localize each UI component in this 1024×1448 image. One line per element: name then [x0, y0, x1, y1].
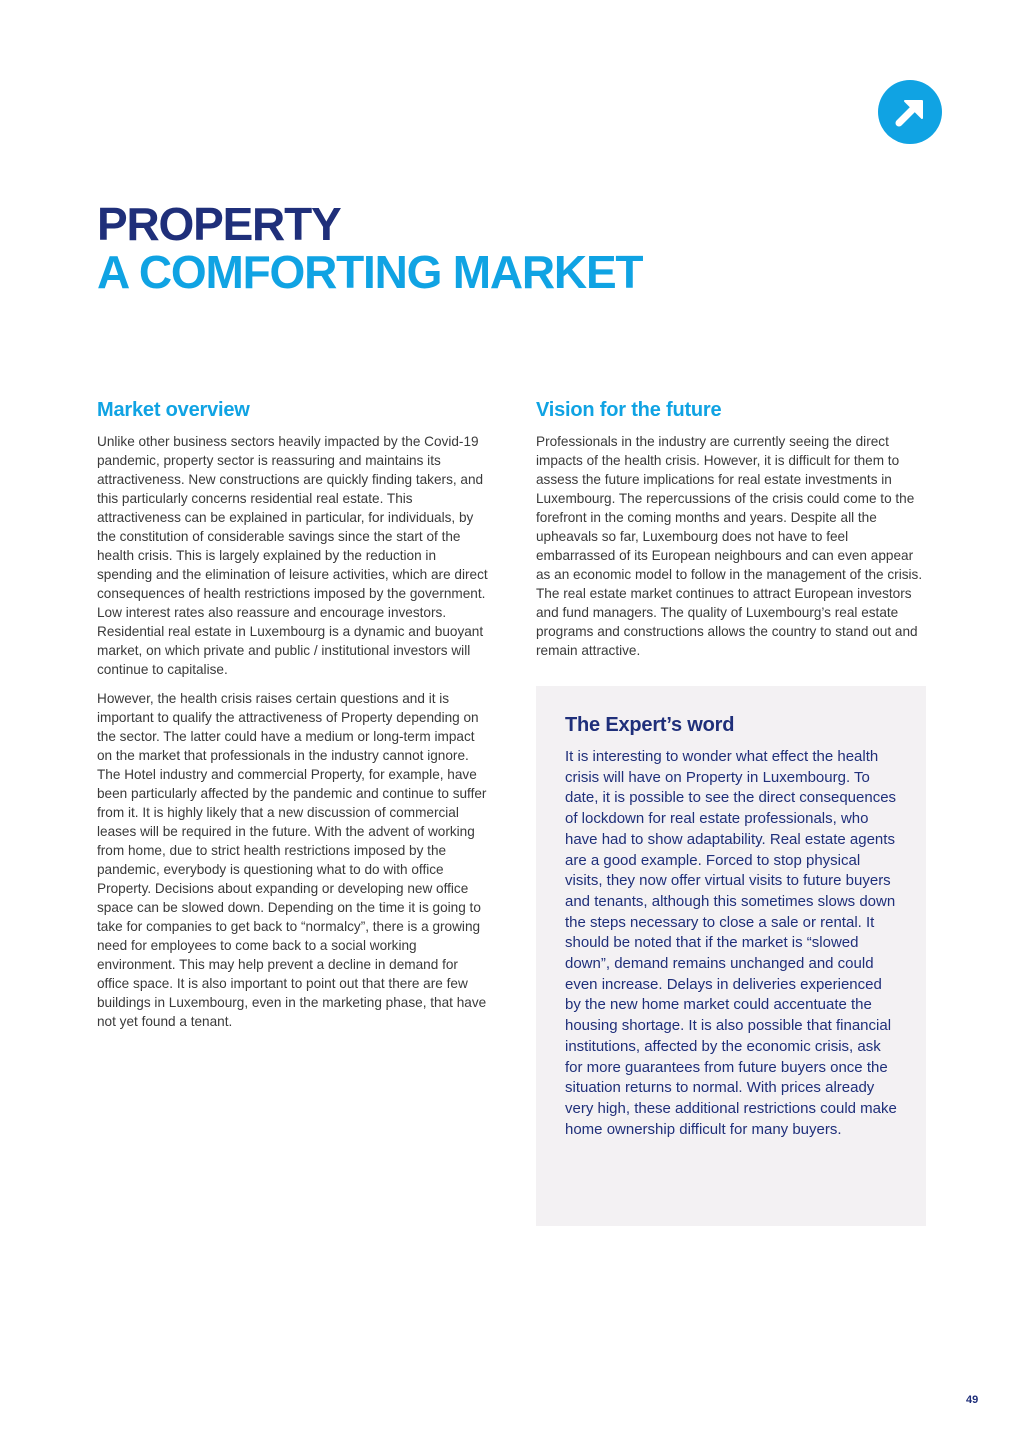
market-overview-heading: Market overview	[97, 399, 250, 421]
title-line-comforting-market: A COMFORTING MARKET	[97, 246, 643, 298]
vision-heading: Vision for the future	[536, 399, 722, 421]
expert-word-box	[536, 686, 926, 1226]
expert-text: It is interesting to wonder what effect the health crisis will have on Property in Luxembourg. To date, it is possible to see the direct consequences of lockdown for real estate professionals, who have had to show adaptability. Real estate agents are a good example. Forced to stop physical visits, they now offer virtual visits to future buyers and tenants, although this sometimes slows down the steps necessary to close a sale or rental. It should be noted that if the market is “slowed down”, demand remains unchanged and could even increase. Delays in deliveries experienced by the new home market could accentuate the housing shortage. It is also possible that financial institutions, affected by the economic crisis, ask for more guarantees from future buyers once the situation returns to normal. With prices already very high, these additional restrictions could make home ownership difficult for many buyers.	[565, 748, 897, 1138]
market-overview-paragraph-2: However, the health crisis raises certain questions and it is important to qualify the attractiveness of Property depending on the sector. The latter could have a medium or long-term impact on the market that professionals in the industry cannot ignore. The Hotel industry and commercial Property, for example, have been particularly affected by the pandemic and continue to suffer from it. It is highly likely that a new discussion of commercial leases will be required in the future. With the advent of working from home, due to strict health restrictions imposed by the pandemic, everybody is questioning what to do with office Property. Decisions about expanding or developing new office space can be slowed down. Depending on the time it is going to take for companies to get back to “normalcy”, there is a growing need for employees to come back to a social working environment. This may help prevent a decline in demand for office space. It is also important to point out that there are few buildings in Luxembourg, even in the marketing phase, that have not yet found a tenant.	[97, 691, 487, 1029]
market-overview-paragraph-1: Unlike other business sectors heavily impacted by the Covid-19 pandemic, property sector is reassuring and maintains its attractiveness. New constructions are quickly finding takers, and this particularly concerns residential real estate. This attractiveness can be explained in particular, for individuals, by the constitution of considerable savings since the start of the health crisis. This is largely explained by the reduction in spending and the elimination of leisure activities, which are direct consequences of health restrictions imposed by the government. Low interest rates also reassure and encourage investors. Residential real estate in Luxembourg is a dynamic and buoyant market, on which private and public / institutional investors will continue to capitalise.	[97, 434, 488, 677]
market-overview-column	[97, 397, 492, 1031]
page-title	[97, 200, 642, 296]
vision-column	[536, 397, 928, 1226]
expert-heading: The Expert’s word	[565, 714, 735, 736]
page-number: 49	[966, 1394, 979, 1406]
vision-paragraph: Professionals in the industry are currently seeing the direct impacts of the health crisis. However, it is difficult for them to assess the future implications for real estate investments in Luxembourg. The repercussions of the crisis could come to the forefront in the coming months and years. Despite all the upheavals so far, Luxembourg does not have to feel embarrassed of its European neighbours and can even appear as an economic model to follow in the management of the crisis. The real estate market continues to attract European investors and fund managers. The quality of Luxembourg’s real estate programs and constructions allows the country to stand out and remain attractive.	[536, 434, 923, 658]
arrow-badge	[878, 80, 942, 144]
arrow-up-right-icon	[878, 80, 942, 144]
title-line-property: PROPERTY	[97, 198, 341, 250]
